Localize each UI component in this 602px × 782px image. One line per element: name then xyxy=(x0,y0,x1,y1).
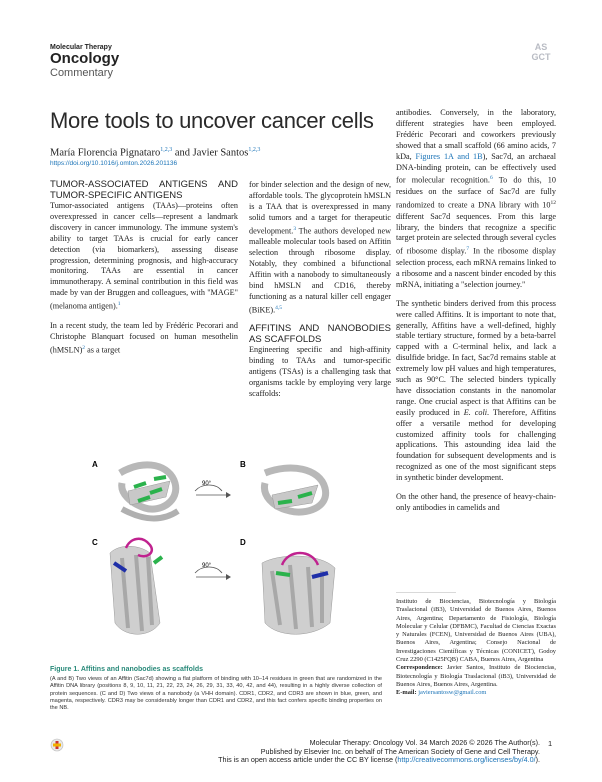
author-conjunction: and xyxy=(172,147,193,159)
exponent: 12 xyxy=(550,199,556,206)
correspondence-text: Javier Santos, Instituto de Biociencias, Biotecnología y Biología Traslacional (iB3), Universidad de Buenos Aires, Buenos Aires, Argentina. xyxy=(396,664,556,688)
license-text: This is an open access article under the CC BY license ( xyxy=(218,755,398,765)
author-list xyxy=(50,144,260,160)
paragraph xyxy=(396,108,556,291)
author-affiliation-sup: 1,2,3 xyxy=(160,147,173,153)
reference-sup[interactable]: 7 xyxy=(466,246,470,253)
paragraph-text: The authors developed new malleable molecular tools based on Affitin selection through ribosome display. Notably, they combined a bifunctional Affitin with a nanobody to simultaneously bind hMSLN and CD16, thereby functioning as a natural killer cell engager (BiKE). xyxy=(249,226,391,315)
panel-label-a: A xyxy=(92,460,98,469)
paragraph xyxy=(396,299,556,484)
section-heading: AFFITINS AND NANOBODIES AS SCAFFOLDS xyxy=(249,323,391,345)
paragraph xyxy=(249,180,391,316)
figure-1-illustration xyxy=(50,453,390,661)
paragraph-text: To do this, 10 residues on the surface of Sac7d are fully randomized to create a DNA library with 10 xyxy=(396,176,556,210)
paragraph-text: In the ribosome display selection process, each mRNA remains linked to a ribosome and a nascent binder encoded by this mRNA, initiating a "selection journey." xyxy=(396,247,556,289)
column-3 xyxy=(396,108,556,522)
rotation-label: 90° xyxy=(202,563,212,569)
journal-name: Molecular Therapy xyxy=(50,44,112,51)
affiliations-block xyxy=(396,598,556,698)
footer-license xyxy=(200,756,540,765)
paragraph-text: antibodies. Conversely, in the laboratory, different strategies have been employed. Frédéric Pecorari and coworkers previously showed that a small scaffold (66 amino acids, 7 kDa, xyxy=(396,108,556,161)
column-1 xyxy=(50,180,238,364)
paragraph-text: In a recent study, the team led by Frédéric Pecorari and Christophe Blanquart focused on human mesothelin (hMSLN) xyxy=(50,320,238,355)
license-text: ). xyxy=(535,755,540,765)
article-title: More tools to uncover cancer cells xyxy=(50,108,374,133)
email-link[interactable]: javiersantosw@gmail.com xyxy=(418,689,487,697)
paragraph-text: ), Sac7d, an archaeal DNA-binding protein, can be effectively used for molecular recognition. xyxy=(396,151,556,186)
paragraph: On the other hand, the presence of heavy-chain-only antibodies in camelids and xyxy=(396,492,556,513)
author-name: Javier Santos xyxy=(192,147,249,159)
panel-label-c: C xyxy=(92,538,98,547)
page-footer xyxy=(200,739,540,765)
rotation-arrow xyxy=(195,567,231,580)
reference-sup[interactable]: 2 xyxy=(82,344,86,351)
italic-species: E. coli xyxy=(463,407,488,417)
affiliations-text: Instituto de Biociencias, Biotecnología y Biología Traslacional (iB3), Universidad de Buenos Aires, Buenos Aires, Argentina; Departamento de Fisiología, Biología Molecular y Celular (DFBMC), Facultad de Ciencias Exactas y Naturales (FCEN), Universidad de Buenos Aires (UBA), Buenos Aires, Argentina; Consejo Nacional de Investigaciones Científicas y Técnicas (CONICET), Godoy Cruz 2290 (C1425FQB) CABA, Buenos Aires, Argentina xyxy=(396,598,556,664)
paragraph-text: different Sac7d sequences. From this large library, the binders that recognize a specific target protein are selected through several cycles of ribosome display. xyxy=(396,211,556,257)
reference-sup[interactable]: 6 xyxy=(489,175,493,182)
journal-subtitle: Oncology xyxy=(50,50,120,67)
reference-sup[interactable]: 3 xyxy=(293,225,297,232)
section-heading: TUMOR-ASSOCIATED ANTIGENS AND TUMOR-SPECIFIC ANTIGENS xyxy=(50,179,238,201)
panel-label-b: B xyxy=(240,460,246,469)
paragraph-text: . Therefore, Affitins offer a versatile method for developing customized affinity tools for challenging applications. This astounding idea laid the foundation for subsequent developments and is recognized as one of the most significant steps in synthetic binder development. xyxy=(396,407,556,483)
figure-caption-text: (A and B) Two views of an Affitin (Sac7d) showing a flat platform of binding with 10–14 residues in green that are randomized in the Affitin DNA library (positions 8, 9, 10, 11, 21, 22, 23, 24, 26, 29, 31, 33, 40, 42, and 44), resulting in a highly diverse collection of protein sequences. (C and D) Two views of a nanobody (a VHH domain). CDR1, CDR2, and CDR3 are shown in blue, green, and magenta, respectively. CDR3 may be considerably longer than CDR1 and CDR2, and this fact confers specific binding properties on the NB. xyxy=(50,676,382,712)
reference-sup[interactable]: 4,5 xyxy=(275,304,283,311)
figure-caption-title: Figure 1. Affitins and nanobodies as scaffolds xyxy=(50,666,203,673)
doi-link[interactable]: https://doi.org/10.1016/j.omton.2026.201136 xyxy=(50,160,178,167)
page-number: 1 xyxy=(548,739,553,748)
license-link[interactable]: http://creativecommons.org/licenses/by/4.0/ xyxy=(397,755,536,765)
society-logo: AS GCT xyxy=(531,42,551,62)
paragraph xyxy=(50,321,238,356)
column-2 xyxy=(249,180,391,408)
paragraph-text: Tumor-associated antigens (TAAs)—proteins often overexpressed in cancer cells—represent a landmark discovery in cancer immunology. The immune system's ability to target TAAs is crucial for early cancer detection (via biomarkers), assessing disease progression, determining prognosis, and high-accuracy monitoring. TAAs are essential in cancer immunotherapy. A seminal contribution in this field was made by van der Bruggen and colleagues, with "MAGE" (melanoma antigen). xyxy=(50,201,238,311)
figure-link[interactable]: Figures 1A and 1B xyxy=(415,151,483,161)
nanobody-structure-d xyxy=(262,553,335,634)
paragraph-text: as a target xyxy=(85,345,121,355)
email-label: E-mail: xyxy=(396,689,417,697)
paragraph: Engineering specific and high-affinity binding to TAAs and tumor-specific antigens (TSAs) is a challenging task that organisms tackle by employing very large scaffolds: xyxy=(249,345,391,398)
affitin-structure-b xyxy=(264,468,325,512)
paragraph-text: for binder selection and the design of new, affordable tools. The glycoprotein hMSLN is a TAA that is overexpressed in many solid tumors and a target for therapeutic development. xyxy=(249,180,391,236)
paragraph-text: The synthetic binders derived from this process were called Affitins. It is important to note that, generally, Affitins have a well-defined, highly stable tertiary structure, formed by a beta-barrel capped with a C-terminal helix, and lack a disulfide bridge. In fact, Sac7d remains stable at extremely low pH values and high temperatures, such as 90°C. The selected binders typically have dissociation constants in the nanomolar range. One crucial aspect is that Affitins can be easily produced in xyxy=(396,298,556,417)
rotation-label: 90° xyxy=(202,481,212,487)
section-label: Commentary xyxy=(50,67,113,79)
footer-citation: Molecular Therapy: Oncology Vol. 34 March 2026 © 2026 The Author(s). xyxy=(309,738,540,747)
footnote-divider xyxy=(396,592,456,593)
nanobody-structure-c xyxy=(110,539,162,634)
author-name: María Florencia Pignataro xyxy=(50,147,161,159)
panel-label-d: D xyxy=(240,538,246,547)
affitin-structure-a xyxy=(120,465,178,519)
rotation-arrow xyxy=(195,485,231,498)
crossmark-icon[interactable] xyxy=(50,738,64,756)
footer-publisher: Published by Elsevier Inc. on behalf of The American Society of Gene and Cell Therapy. xyxy=(260,746,540,756)
reference-sup[interactable]: 1 xyxy=(117,301,121,308)
author-affiliation-sup: 1,2,3 xyxy=(248,147,261,153)
paragraph xyxy=(50,201,238,313)
correspondence-label: Correspondence: xyxy=(396,664,443,672)
